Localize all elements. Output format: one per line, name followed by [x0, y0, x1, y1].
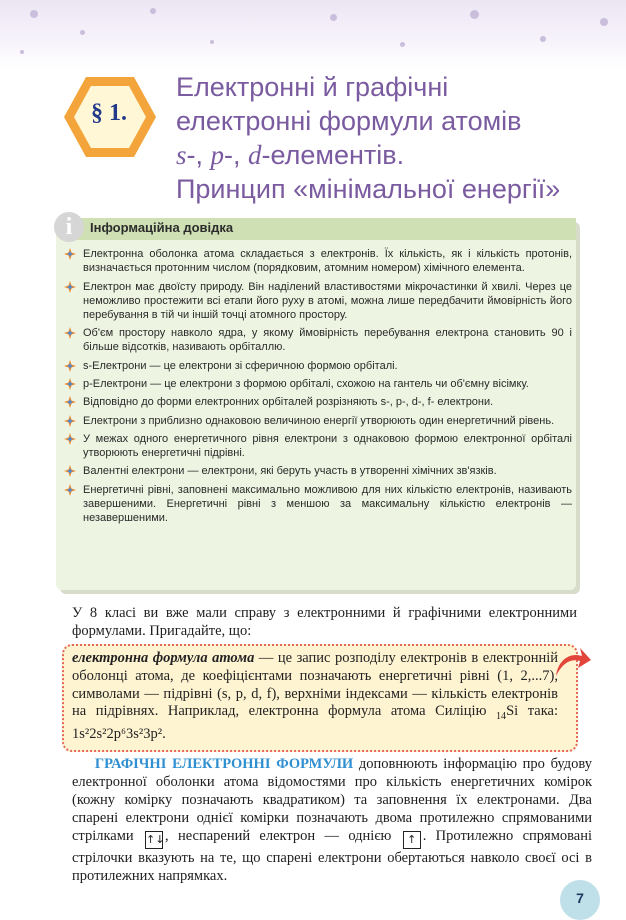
definition-formula-lead: така:: [518, 703, 558, 720]
info-list-item: [64, 280, 572, 323]
star-bullet-icon: [64, 396, 76, 408]
star-bullet-icon: [64, 484, 76, 496]
info-list-item: [64, 377, 572, 391]
info-list-item-text: Електрони з приблизно однаковою величиною енергії утворюють один енергетичний рівень.: [83, 414, 555, 427]
title-line-2: електронні формули атомів: [176, 106, 522, 136]
info-list: [64, 247, 572, 529]
graphic-paragraph-part-2: , неспарений електрон — однією: [165, 828, 401, 844]
single-electron-cell: ↑: [403, 831, 421, 849]
info-list-item-text: Валентні електрони — електрони, які беруть участь в утворенні хімічних зв'язків.: [83, 465, 497, 478]
star-bullet-icon: [64, 415, 76, 427]
definition-term: електронна формула атома: [72, 650, 255, 666]
title-d: d: [248, 140, 262, 170]
info-list-item: [64, 414, 572, 428]
graphic-paragraph-part-3: . Протилежно спрямовані стрілочки вказують на те, що спарені електрони обертаються навколо своєї осі в протилежних напрямках.: [72, 828, 592, 884]
star-bullet-icon: [64, 327, 76, 339]
info-list-item-text: Об'єм простору навколо ядра, у якому ймовірність перебування електрона становить 90 і більше відсотків, називають орбіталлю.: [83, 327, 572, 354]
definition-body: — це запис розподілу електронів в електронній оболонці атома, де коефіцієнтами позначають енергетичні рівні (1, 2,...7), символами — підрівні (s, p, d, f), верхніми індексами — кількість електронів на підрівнях. Наприклад, електронна формула атома Силіцію: [72, 650, 558, 720]
title-line-1: Електронні й графічні: [176, 72, 449, 102]
info-list-item-text: У межах одного енергетичного рівня електрони з однаковою формою електронної орбіталі утворюють енергетичні підрівні.: [83, 432, 572, 460]
header-decoration-band: [0, 0, 626, 70]
star-bullet-icon: [64, 433, 76, 445]
info-list-item: [64, 464, 572, 478]
title-line-4: Принцип «мінімальної енергії»: [176, 174, 561, 204]
definition-formula: 1s²2s²2p⁶3s²3p².: [72, 726, 166, 743]
definition-text: [72, 650, 558, 744]
info-list-item: [64, 395, 572, 409]
definition-isotope-number: 14: [495, 711, 507, 723]
graphic-formula-paragraph: [72, 755, 592, 885]
star-bullet-icon: [64, 465, 76, 477]
info-panel-title: Інформаційна довідка: [90, 220, 234, 235]
info-list-item: [64, 326, 572, 354]
info-list-item: [64, 483, 572, 526]
info-list-item-text: Електронна оболонка атома складається з електронів. Їх кількість, як і кількість протонів, визначається протонним числом (порядковим, атомним номером) хімічного елемента.: [83, 248, 572, 275]
title-s: s: [176, 140, 187, 170]
title-line-3-suffix: -елементів.: [261, 140, 405, 170]
page-number: 7: [560, 880, 600, 920]
info-list-item-text: p-Електрони — це електрони з формою орбіталі, схожою на гантель чи об'ємну вісімку.: [83, 378, 529, 390]
info-list-item-text: s-Електрони — це електрони зі сферичною формою орбіталі.: [83, 359, 398, 372]
paired-electron-cell: ↑↓: [145, 831, 163, 849]
info-list-item: [64, 432, 572, 460]
info-list-item: [64, 247, 572, 275]
graphic-formula-highlight: ГРАФІЧНІ ЕЛЕКТРОННІ ФОРМУЛИ: [94, 756, 354, 772]
star-bullet-icon: [64, 281, 76, 293]
star-bullet-icon: [64, 248, 76, 260]
star-bullet-icon: [64, 378, 76, 390]
section-number: § 1.: [91, 100, 127, 126]
intro-paragraph: У 8 класі ви вже мали справу з електронними й графічними електронними формулами. Пригадайте, що:: [72, 605, 577, 639]
definition-element: Si: [506, 703, 519, 720]
info-list-item-text: Електрон має двоїсту природу. Він наділений властивостями мікрочастинки й хвилі. Через це неможливо простежити всі етапи його руху в атомі, можна лише передбачити ймовірність його перебування в тій чи іншій точці атомного простору.: [83, 280, 572, 321]
title-line-3: s-, p-, d-елементів.: [176, 140, 405, 170]
page-title: [176, 70, 596, 206]
info-list-item-text: Відповідно до форми електронних орбіталей розрізняють s-, p-, d-, f- електрони.: [83, 396, 494, 409]
info-icon: i: [54, 212, 84, 242]
title-p: p: [210, 140, 225, 170]
info-list-item-text: Енергетичні рівні, заповнені максимально можливою для них кількістю електронів, називають завершеними. Енергетичні рівні з меншою за максимальну кількістю електронів — незавершеними.: [83, 483, 572, 525]
graphic-paragraph-part-1: доповнюють інформацію про будову електронної оболонки атома відомостями про кількість енергетичних комірок (кожну комірку позначають квадратиком) та заповнення їх електронами. Два спарені електрони однієї комірки позначають двома протилежно спрямованими стрілками: [72, 756, 593, 844]
info-list-item: [64, 359, 572, 373]
red-curved-arrow-icon: [552, 646, 592, 682]
star-bullet-icon: [64, 360, 76, 372]
